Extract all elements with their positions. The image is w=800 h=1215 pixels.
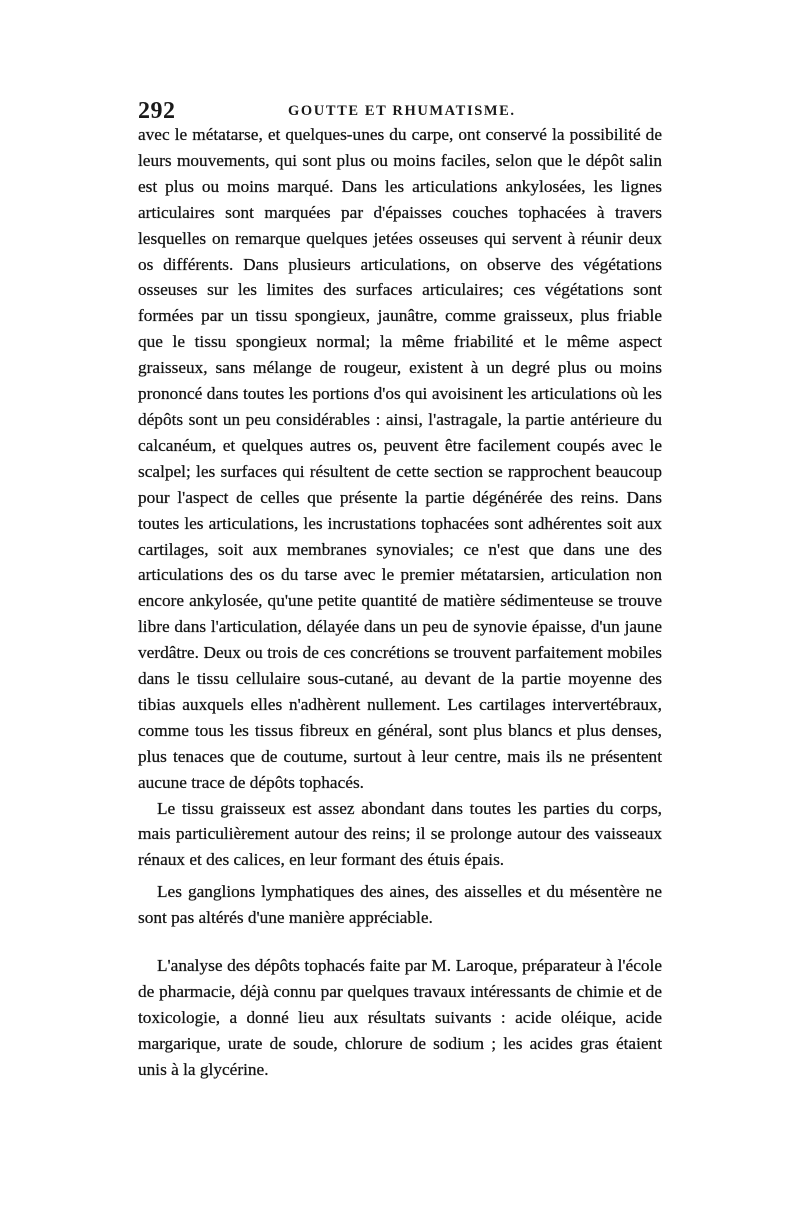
page-number: 292 <box>138 98 176 124</box>
body-text <box>138 122 662 1083</box>
paragraph-chemical-analysis: L'analyse des dépôts tophacés faite par M. Laroque, préparateur à l'école de pharmacie, déjà connu par quelques travaux intéressants de chimie et de toxicologie, a donné lieu aux résultats suivants : acide oléique, acide margarique, urate de soude, chlorure de sodium ; les acides gras étaient unis à la glycérine. <box>138 956 662 1079</box>
paragraph-lymph-ganglions: Les ganglions lymphatiques des aines, des aisselles et du mésentère ne sont pas altérés d'une manière appréciable. <box>138 882 662 928</box>
paragraph-anatomy-articulations: avec le métatarse, et quelques-unes du carpe, ont conservé la possibilité de leurs mouvements, qui sont plus ou moins faciles, selon que le dépôt salin est plus ou moins marqué. Dans les articulations ankylosées, les lignes articulaires sont marquées par d'épaisses couches tophacées à travers lesquelles on remarque quelques jetées osseuses qui servent à réunir deux os différents. Dans plusieurs articulations, on observe des végétations osseuses sur les limites des surfaces articulaires; ces végétations sont formées par un tissu spongieux, jaunâtre, comme graisseux, plus friable que le tissu spongieux normal; la même friabilité et le même aspect graisseux, sans mélange de rougeur, existent à un degré plus ou moins prononcé dans toutes les portions d'os qui avoisinent les articulations où les dépôts sont un peu considérables : ainsi, l'astragale, la partie antérieure du calcanéum, et quelques autres os, peuvent être facilement coupés avec le scalpel; les surfaces qui résultent de cette section se rapprochent beaucoup pour l'aspect de celles que présente la partie dégénérée des reins. Dans toutes les articulations, les incrustations tophacées sont adhérentes soit aux cartilages, soit aux membranes synoviales; ce n'est que dans une des articulations des os du tarse avec le premier métatarsien, articulation non encore ankylosée, qu'une petite quantité de matière sédimenteuse se trouve libre dans l'articulation, délayée dans un peu de synovie épaisse, d'un jaune verdâtre. Deux ou trois de ces concrétions se trouvent parfaitement mobiles dans le tissu cellulaire sous-cutané, au devant de la partie moyenne des tibias auxquels elles n'adhèrent nullement. Les cartilages intervertébraux, comme tous les tissus fibreux en général, sont plus blancs et plus denses, plus tenaces que de coutume, surtout à leur centre, mais ils ne présentent aucune trace de dépôts tophacés. <box>138 125 662 792</box>
paragraph-fatty-tissue: Le tissu graisseux est assez abondant dans toutes les parties du corps, mais particulièrement autour des reins; il se prolonge autour des vaisseaux rénaux et des calices, en leur formant des étuis épais. <box>138 798 662 870</box>
running-title: GOUTTE ET RHUMATISME. <box>288 103 516 119</box>
